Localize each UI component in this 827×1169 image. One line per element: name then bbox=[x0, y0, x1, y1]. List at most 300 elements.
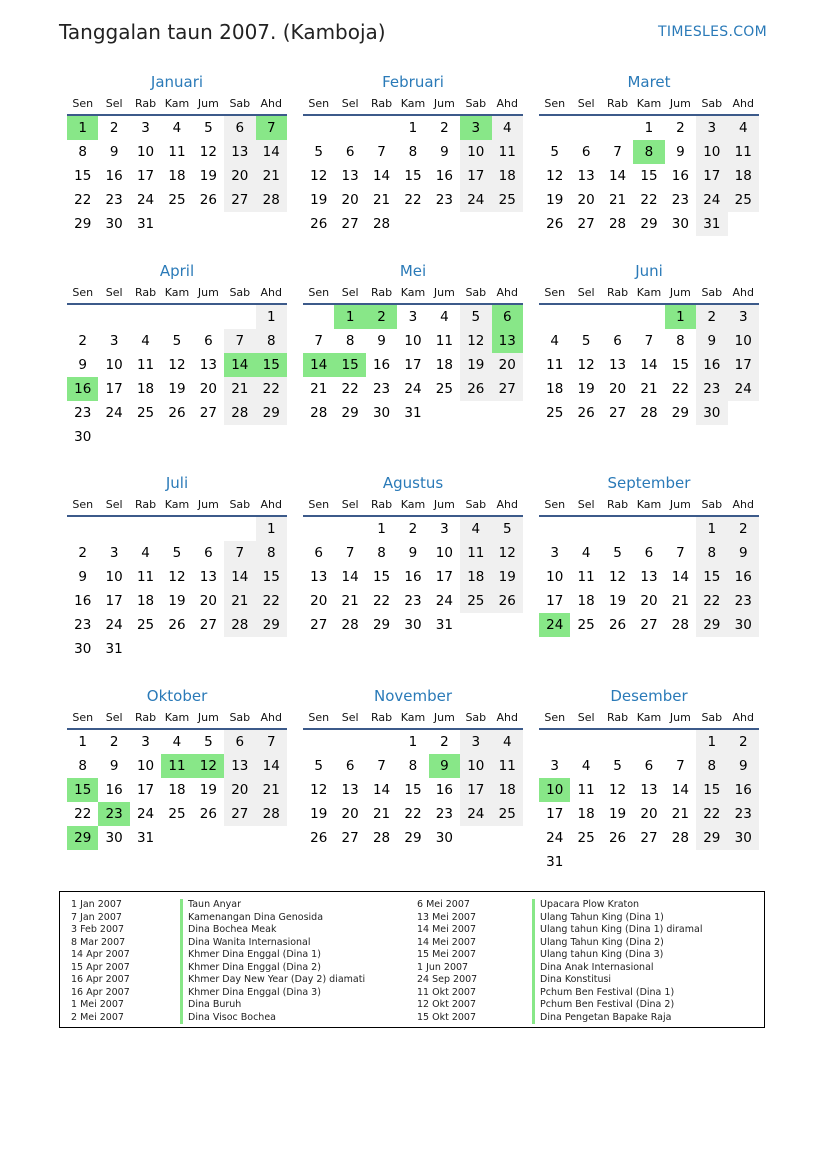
day-cell[interactable]: 20 bbox=[577, 192, 595, 208]
day-cell[interactable]: 15 bbox=[671, 357, 689, 373]
day-cell[interactable]: 9 bbox=[728, 541, 759, 565]
day-cell[interactable]: 6 bbox=[581, 144, 591, 160]
day-cell[interactable]: 27 bbox=[492, 377, 523, 401]
day-cell[interactable]: 19 bbox=[310, 192, 328, 208]
day-cell[interactable]: 23 bbox=[728, 589, 759, 613]
day-cell[interactable]: 30 bbox=[404, 617, 422, 633]
day-cell[interactable]: 26 bbox=[608, 830, 627, 846]
day-cell[interactable]: 13 bbox=[199, 357, 217, 373]
day-cell[interactable]: 16 bbox=[105, 782, 123, 798]
day-cell[interactable]: 2 bbox=[676, 120, 685, 136]
day-cell[interactable]: 23 bbox=[696, 377, 727, 401]
day-cell[interactable]: 1 bbox=[256, 517, 287, 541]
holiday-day-cell[interactable]: 14 bbox=[303, 353, 334, 377]
day-cell[interactable]: 12 bbox=[168, 357, 186, 373]
day-cell[interactable]: 3 bbox=[408, 309, 418, 325]
day-cell[interactable]: 12 bbox=[310, 168, 328, 184]
day-cell[interactable]: 27 bbox=[640, 830, 658, 846]
day-cell[interactable]: 30 bbox=[671, 216, 689, 232]
day-cell[interactable]: 5 bbox=[204, 120, 213, 136]
holiday-day-cell[interactable]: 14 bbox=[224, 353, 255, 377]
day-cell[interactable]: 12 bbox=[199, 144, 217, 160]
day-cell[interactable]: 4 bbox=[550, 333, 559, 349]
day-cell[interactable]: 24 bbox=[696, 188, 727, 212]
day-cell[interactable]: 28 bbox=[224, 401, 255, 425]
day-cell[interactable]: 6 bbox=[345, 758, 355, 774]
day-cell[interactable]: 3 bbox=[141, 120, 150, 136]
day-cell[interactable]: 18 bbox=[577, 806, 595, 822]
day-cell[interactable]: 2 bbox=[408, 521, 418, 537]
day-cell[interactable]: 10 bbox=[546, 569, 564, 585]
day-cell[interactable]: 4 bbox=[172, 734, 182, 750]
day-cell[interactable]: 14 bbox=[671, 569, 689, 585]
day-cell[interactable]: 4 bbox=[172, 120, 182, 136]
day-cell[interactable]: 13 bbox=[640, 782, 658, 798]
day-cell[interactable]: 6 bbox=[204, 333, 213, 349]
day-cell[interactable]: 29 bbox=[74, 216, 92, 232]
day-cell[interactable]: 1 bbox=[408, 734, 418, 750]
day-cell[interactable]: 7 bbox=[345, 545, 355, 561]
day-cell[interactable]: 18 bbox=[728, 164, 759, 188]
day-cell[interactable]: 24 bbox=[105, 405, 123, 421]
day-cell[interactable]: 27 bbox=[608, 405, 627, 421]
day-cell[interactable]: 22 bbox=[696, 589, 727, 613]
day-cell[interactable]: 22 bbox=[256, 377, 287, 401]
day-cell[interactable]: 2 bbox=[696, 305, 727, 329]
day-cell[interactable]: 16 bbox=[105, 168, 123, 184]
day-cell[interactable]: 8 bbox=[676, 333, 685, 349]
day-cell[interactable]: 12 bbox=[608, 569, 627, 585]
day-cell[interactable]: 28 bbox=[608, 216, 627, 232]
day-cell[interactable]: 4 bbox=[460, 517, 491, 541]
day-cell[interactable]: 23 bbox=[74, 617, 92, 633]
day-cell[interactable]: 1 bbox=[408, 120, 418, 136]
day-cell[interactable]: 9 bbox=[696, 329, 727, 353]
holiday-day-cell[interactable]: 1 bbox=[67, 116, 98, 140]
day-cell[interactable]: 12 bbox=[460, 329, 491, 353]
holiday-day-cell[interactable]: 7 bbox=[256, 116, 287, 140]
day-cell[interactable]: 18 bbox=[435, 357, 453, 373]
day-cell[interactable]: 17 bbox=[460, 164, 491, 188]
day-cell[interactable]: 8 bbox=[696, 541, 727, 565]
day-cell[interactable]: 20 bbox=[341, 806, 359, 822]
day-cell[interactable]: 20 bbox=[310, 593, 328, 609]
day-cell[interactable]: 23 bbox=[404, 593, 422, 609]
day-cell[interactable]: 25 bbox=[435, 381, 453, 397]
day-cell[interactable]: 30 bbox=[728, 613, 759, 637]
day-cell[interactable]: 12 bbox=[546, 168, 564, 184]
day-cell[interactable]: 22 bbox=[372, 593, 391, 609]
day-cell[interactable]: 4 bbox=[581, 545, 591, 561]
day-cell[interactable]: 27 bbox=[224, 802, 255, 826]
day-cell[interactable]: 7 bbox=[377, 758, 386, 774]
day-cell[interactable]: 18 bbox=[546, 381, 564, 397]
day-cell[interactable]: 20 bbox=[492, 353, 523, 377]
day-cell[interactable]: 21 bbox=[372, 192, 391, 208]
day-cell[interactable]: 3 bbox=[550, 545, 559, 561]
day-cell[interactable]: 9 bbox=[676, 144, 685, 160]
day-cell[interactable]: 16 bbox=[728, 565, 759, 589]
day-cell[interactable]: 27 bbox=[341, 216, 359, 232]
holiday-day-cell[interactable]: 1 bbox=[334, 305, 365, 329]
day-cell[interactable]: 29 bbox=[696, 613, 727, 637]
day-cell[interactable]: 12 bbox=[608, 782, 627, 798]
day-cell[interactable]: 17 bbox=[435, 569, 453, 585]
day-cell[interactable]: 22 bbox=[341, 381, 359, 397]
day-cell[interactable]: 4 bbox=[492, 116, 523, 140]
day-cell[interactable]: 3 bbox=[728, 305, 759, 329]
day-cell[interactable]: 15 bbox=[256, 565, 287, 589]
day-cell[interactable]: 31 bbox=[696, 212, 727, 236]
day-cell[interactable]: 5 bbox=[460, 305, 491, 329]
day-cell[interactable]: 21 bbox=[671, 806, 689, 822]
day-cell[interactable]: 9 bbox=[408, 545, 418, 561]
day-cell[interactable]: 16 bbox=[435, 168, 453, 184]
day-cell[interactable]: 9 bbox=[78, 357, 87, 373]
holiday-day-cell[interactable]: 15 bbox=[256, 353, 287, 377]
holiday-day-cell[interactable]: 2 bbox=[366, 305, 397, 329]
day-cell[interactable]: 6 bbox=[314, 545, 323, 561]
day-cell[interactable]: 2 bbox=[78, 333, 87, 349]
day-cell[interactable]: 21 bbox=[224, 377, 255, 401]
day-cell[interactable]: 25 bbox=[577, 617, 595, 633]
day-cell[interactable]: 28 bbox=[341, 617, 359, 633]
day-cell[interactable]: 7 bbox=[224, 541, 255, 565]
day-cell[interactable]: 5 bbox=[613, 758, 622, 774]
day-cell[interactable]: 29 bbox=[372, 617, 391, 633]
day-cell[interactable]: 4 bbox=[728, 116, 759, 140]
day-cell[interactable]: 12 bbox=[168, 569, 186, 585]
day-cell[interactable]: 13 bbox=[199, 569, 217, 585]
holiday-day-cell[interactable]: 10 bbox=[539, 778, 570, 802]
day-cell[interactable]: 19 bbox=[310, 806, 328, 822]
day-cell[interactable]: 25 bbox=[728, 188, 759, 212]
day-cell[interactable]: 13 bbox=[640, 569, 658, 585]
day-cell[interactable]: 13 bbox=[341, 168, 359, 184]
day-cell[interactable]: 4 bbox=[440, 309, 449, 325]
day-cell[interactable]: 22 bbox=[74, 192, 92, 208]
day-cell[interactable]: 30 bbox=[74, 429, 92, 445]
day-cell[interactable]: 27 bbox=[341, 830, 359, 846]
holiday-day-cell[interactable]: 23 bbox=[98, 802, 129, 826]
day-cell[interactable]: 31 bbox=[435, 617, 453, 633]
day-cell[interactable]: 15 bbox=[640, 168, 658, 184]
day-cell[interactable]: 25 bbox=[492, 188, 523, 212]
day-cell[interactable]: 14 bbox=[640, 357, 658, 373]
day-cell[interactable]: 26 bbox=[199, 806, 217, 822]
day-cell[interactable]: 20 bbox=[341, 192, 359, 208]
day-cell[interactable]: 17 bbox=[546, 593, 564, 609]
day-cell[interactable]: 22 bbox=[671, 381, 689, 397]
day-cell[interactable]: 3 bbox=[460, 730, 491, 754]
day-cell[interactable]: 13 bbox=[224, 140, 255, 164]
day-cell[interactable]: 3 bbox=[141, 734, 150, 750]
day-cell[interactable]: 11 bbox=[492, 140, 523, 164]
day-cell[interactable]: 6 bbox=[224, 730, 255, 754]
day-cell[interactable]: 3 bbox=[109, 333, 119, 349]
day-cell[interactable]: 22 bbox=[404, 192, 422, 208]
day-cell[interactable]: 17 bbox=[460, 778, 491, 802]
day-cell[interactable]: 17 bbox=[136, 168, 155, 184]
day-cell[interactable]: 3 bbox=[109, 545, 119, 561]
day-cell[interactable]: 22 bbox=[404, 806, 422, 822]
day-cell[interactable]: 25 bbox=[546, 405, 564, 421]
day-cell[interactable]: 21 bbox=[256, 778, 287, 802]
day-cell[interactable]: 5 bbox=[581, 333, 591, 349]
day-cell[interactable]: 14 bbox=[608, 168, 627, 184]
day-cell[interactable]: 27 bbox=[199, 617, 217, 633]
day-cell[interactable]: 8 bbox=[696, 754, 727, 778]
day-cell[interactable]: 11 bbox=[546, 357, 564, 373]
day-cell[interactable]: 12 bbox=[577, 357, 595, 373]
day-cell[interactable]: 30 bbox=[696, 401, 727, 425]
day-cell[interactable]: 15 bbox=[404, 782, 422, 798]
day-cell[interactable]: 24 bbox=[136, 806, 155, 822]
day-cell[interactable]: 8 bbox=[256, 541, 287, 565]
day-cell[interactable]: 29 bbox=[256, 613, 287, 637]
day-cell[interactable]: 11 bbox=[577, 782, 595, 798]
day-cell[interactable]: 16 bbox=[372, 357, 391, 373]
day-cell[interactable]: 2 bbox=[728, 517, 759, 541]
day-cell[interactable]: 23 bbox=[728, 802, 759, 826]
day-cell[interactable]: 15 bbox=[74, 168, 92, 184]
day-cell[interactable]: 17 bbox=[546, 806, 564, 822]
day-cell[interactable]: 29 bbox=[341, 405, 359, 421]
day-cell[interactable]: 16 bbox=[404, 569, 422, 585]
day-cell[interactable]: 2 bbox=[109, 734, 119, 750]
day-cell[interactable]: 16 bbox=[74, 593, 92, 609]
day-cell[interactable]: 14 bbox=[224, 565, 255, 589]
day-cell[interactable]: 17 bbox=[728, 353, 759, 377]
holiday-day-cell[interactable]: 24 bbox=[539, 613, 570, 637]
day-cell[interactable]: 27 bbox=[310, 617, 328, 633]
day-cell[interactable]: 14 bbox=[372, 782, 391, 798]
day-cell[interactable]: 11 bbox=[492, 754, 523, 778]
day-cell[interactable]: 10 bbox=[696, 140, 727, 164]
day-cell[interactable]: 26 bbox=[577, 405, 595, 421]
day-cell[interactable]: 19 bbox=[608, 593, 627, 609]
day-cell[interactable]: 26 bbox=[168, 617, 186, 633]
day-cell[interactable]: 4 bbox=[141, 333, 150, 349]
day-cell[interactable]: 20 bbox=[224, 778, 255, 802]
day-cell[interactable]: 23 bbox=[671, 192, 689, 208]
day-cell[interactable]: 10 bbox=[105, 357, 123, 373]
day-cell[interactable]: 9 bbox=[109, 758, 119, 774]
day-cell[interactable]: 5 bbox=[172, 333, 182, 349]
day-cell[interactable]: 11 bbox=[728, 140, 759, 164]
day-cell[interactable]: 19 bbox=[577, 381, 595, 397]
day-cell[interactable]: 24 bbox=[546, 830, 564, 846]
day-cell[interactable]: 15 bbox=[696, 778, 727, 802]
day-cell[interactable]: 21 bbox=[372, 806, 391, 822]
day-cell[interactable]: 18 bbox=[492, 778, 523, 802]
day-cell[interactable]: 26 bbox=[168, 405, 186, 421]
day-cell[interactable]: 27 bbox=[640, 617, 658, 633]
day-cell[interactable]: 19 bbox=[546, 192, 564, 208]
day-cell[interactable]: 18 bbox=[577, 593, 595, 609]
day-cell[interactable]: 20 bbox=[199, 593, 217, 609]
day-cell[interactable]: 17 bbox=[696, 164, 727, 188]
day-cell[interactable]: 10 bbox=[136, 758, 155, 774]
day-cell[interactable]: 18 bbox=[168, 168, 186, 184]
day-cell[interactable]: 22 bbox=[640, 192, 658, 208]
day-cell[interactable]: 26 bbox=[199, 192, 217, 208]
holiday-day-cell[interactable]: 1 bbox=[665, 305, 696, 329]
day-cell[interactable]: 9 bbox=[109, 144, 119, 160]
day-cell[interactable]: 29 bbox=[696, 826, 727, 850]
day-cell[interactable]: 10 bbox=[105, 569, 123, 585]
day-cell[interactable]: 5 bbox=[204, 734, 213, 750]
day-cell[interactable]: 29 bbox=[671, 405, 689, 421]
day-cell[interactable]: 19 bbox=[199, 168, 217, 184]
day-cell[interactable]: 24 bbox=[460, 188, 491, 212]
day-cell[interactable]: 29 bbox=[640, 216, 658, 232]
day-cell[interactable]: 28 bbox=[256, 802, 287, 826]
holiday-day-cell[interactable]: 15 bbox=[67, 778, 98, 802]
day-cell[interactable]: 31 bbox=[404, 405, 422, 421]
day-cell[interactable]: 2 bbox=[440, 120, 449, 136]
day-cell[interactable]: 19 bbox=[608, 806, 627, 822]
day-cell[interactable]: 7 bbox=[644, 333, 654, 349]
day-cell[interactable]: 6 bbox=[644, 545, 654, 561]
day-cell[interactable]: 26 bbox=[608, 617, 627, 633]
day-cell[interactable]: 21 bbox=[310, 381, 328, 397]
day-cell[interactable]: 30 bbox=[105, 830, 123, 846]
day-cell[interactable]: 8 bbox=[377, 545, 386, 561]
day-cell[interactable]: 25 bbox=[136, 405, 155, 421]
day-cell[interactable]: 2 bbox=[78, 545, 87, 561]
day-cell[interactable]: 26 bbox=[546, 216, 564, 232]
day-cell[interactable]: 24 bbox=[136, 192, 155, 208]
day-cell[interactable]: 12 bbox=[310, 782, 328, 798]
day-cell[interactable]: 19 bbox=[199, 782, 217, 798]
day-cell[interactable]: 5 bbox=[172, 545, 182, 561]
day-cell[interactable]: 14 bbox=[341, 569, 359, 585]
holiday-day-cell[interactable]: 11 bbox=[161, 754, 192, 778]
day-cell[interactable]: 2 bbox=[109, 120, 119, 136]
day-cell[interactable]: 23 bbox=[435, 192, 453, 208]
holiday-day-cell[interactable]: 29 bbox=[67, 826, 98, 850]
day-cell[interactable]: 16 bbox=[696, 353, 727, 377]
day-cell[interactable]: 25 bbox=[168, 806, 186, 822]
day-cell[interactable]: 19 bbox=[460, 353, 491, 377]
day-cell[interactable]: 13 bbox=[577, 168, 595, 184]
day-cell[interactable]: 15 bbox=[696, 565, 727, 589]
day-cell[interactable]: 7 bbox=[224, 329, 255, 353]
day-cell[interactable]: 22 bbox=[696, 802, 727, 826]
holiday-day-cell[interactable]: 13 bbox=[492, 329, 523, 353]
day-cell[interactable]: 23 bbox=[105, 192, 123, 208]
day-cell[interactable]: 30 bbox=[372, 405, 391, 421]
day-cell[interactable]: 14 bbox=[256, 140, 287, 164]
day-cell[interactable]: 28 bbox=[671, 830, 689, 846]
day-cell[interactable]: 22 bbox=[256, 589, 287, 613]
day-cell[interactable]: 31 bbox=[136, 830, 155, 846]
day-cell[interactable]: 31 bbox=[105, 641, 123, 657]
day-cell[interactable]: 13 bbox=[224, 754, 255, 778]
day-cell[interactable]: 21 bbox=[671, 593, 689, 609]
holiday-day-cell[interactable]: 6 bbox=[492, 305, 523, 329]
day-cell[interactable]: 24 bbox=[435, 593, 453, 609]
day-cell[interactable]: 18 bbox=[492, 164, 523, 188]
day-cell[interactable]: 10 bbox=[460, 140, 491, 164]
day-cell[interactable]: 14 bbox=[671, 782, 689, 798]
day-cell[interactable]: 1 bbox=[696, 517, 727, 541]
day-cell[interactable]: 28 bbox=[671, 617, 689, 633]
holiday-day-cell[interactable]: 16 bbox=[67, 377, 98, 401]
day-cell[interactable]: 17 bbox=[105, 381, 123, 397]
day-cell[interactable]: 30 bbox=[435, 830, 453, 846]
day-cell[interactable]: 18 bbox=[460, 565, 491, 589]
day-cell[interactable]: 24 bbox=[728, 377, 759, 401]
day-cell[interactable]: 5 bbox=[492, 517, 523, 541]
day-cell[interactable]: 2 bbox=[728, 730, 759, 754]
day-cell[interactable]: 5 bbox=[613, 545, 622, 561]
day-cell[interactable]: 21 bbox=[256, 164, 287, 188]
day-cell[interactable]: 20 bbox=[224, 164, 255, 188]
holiday-day-cell[interactable]: 8 bbox=[633, 140, 664, 164]
day-cell[interactable]: 3 bbox=[696, 116, 727, 140]
day-cell[interactable]: 6 bbox=[345, 144, 355, 160]
day-cell[interactable]: 16 bbox=[728, 778, 759, 802]
day-cell[interactable]: 13 bbox=[608, 357, 627, 373]
day-cell[interactable]: 1 bbox=[696, 730, 727, 754]
day-cell[interactable]: 8 bbox=[78, 144, 87, 160]
day-cell[interactable]: 28 bbox=[372, 216, 391, 232]
day-cell[interactable]: 23 bbox=[372, 381, 391, 397]
day-cell[interactable]: 26 bbox=[492, 589, 523, 613]
day-cell[interactable]: 14 bbox=[256, 754, 287, 778]
day-cell[interactable]: 19 bbox=[168, 381, 186, 397]
holiday-day-cell[interactable]: 3 bbox=[460, 116, 491, 140]
day-cell[interactable]: 1 bbox=[377, 521, 386, 537]
day-cell[interactable]: 30 bbox=[105, 216, 123, 232]
day-cell[interactable]: 8 bbox=[78, 758, 87, 774]
day-cell[interactable]: 4 bbox=[492, 730, 523, 754]
day-cell[interactable]: 24 bbox=[105, 617, 123, 633]
holiday-day-cell[interactable]: 9 bbox=[429, 754, 460, 778]
day-cell[interactable]: 11 bbox=[460, 541, 491, 565]
day-cell[interactable]: 20 bbox=[608, 381, 627, 397]
day-cell[interactable]: 6 bbox=[204, 545, 213, 561]
day-cell[interactable]: 18 bbox=[136, 381, 155, 397]
day-cell[interactable]: 7 bbox=[676, 545, 685, 561]
day-cell[interactable]: 1 bbox=[78, 734, 87, 750]
day-cell[interactable]: 28 bbox=[310, 405, 328, 421]
day-cell[interactable]: 30 bbox=[728, 826, 759, 850]
day-cell[interactable]: 19 bbox=[168, 593, 186, 609]
day-cell[interactable]: 18 bbox=[168, 782, 186, 798]
day-cell[interactable]: 8 bbox=[408, 758, 418, 774]
day-cell[interactable]: 30 bbox=[74, 641, 92, 657]
day-cell[interactable]: 29 bbox=[404, 830, 422, 846]
day-cell[interactable]: 31 bbox=[546, 854, 564, 870]
day-cell[interactable]: 20 bbox=[640, 806, 658, 822]
day-cell[interactable]: 12 bbox=[492, 541, 523, 565]
day-cell[interactable]: 26 bbox=[460, 377, 491, 401]
day-cell[interactable]: 11 bbox=[435, 333, 453, 349]
day-cell[interactable]: 3 bbox=[550, 758, 559, 774]
day-cell[interactable]: 13 bbox=[341, 782, 359, 798]
day-cell[interactable]: 18 bbox=[136, 593, 155, 609]
day-cell[interactable]: 5 bbox=[314, 144, 323, 160]
day-cell[interactable]: 5 bbox=[314, 758, 323, 774]
day-cell[interactable]: 21 bbox=[640, 381, 658, 397]
day-cell[interactable]: 6 bbox=[644, 758, 654, 774]
day-cell[interactable]: 25 bbox=[168, 192, 186, 208]
day-cell[interactable]: 7 bbox=[676, 758, 685, 774]
day-cell[interactable]: 21 bbox=[224, 589, 255, 613]
